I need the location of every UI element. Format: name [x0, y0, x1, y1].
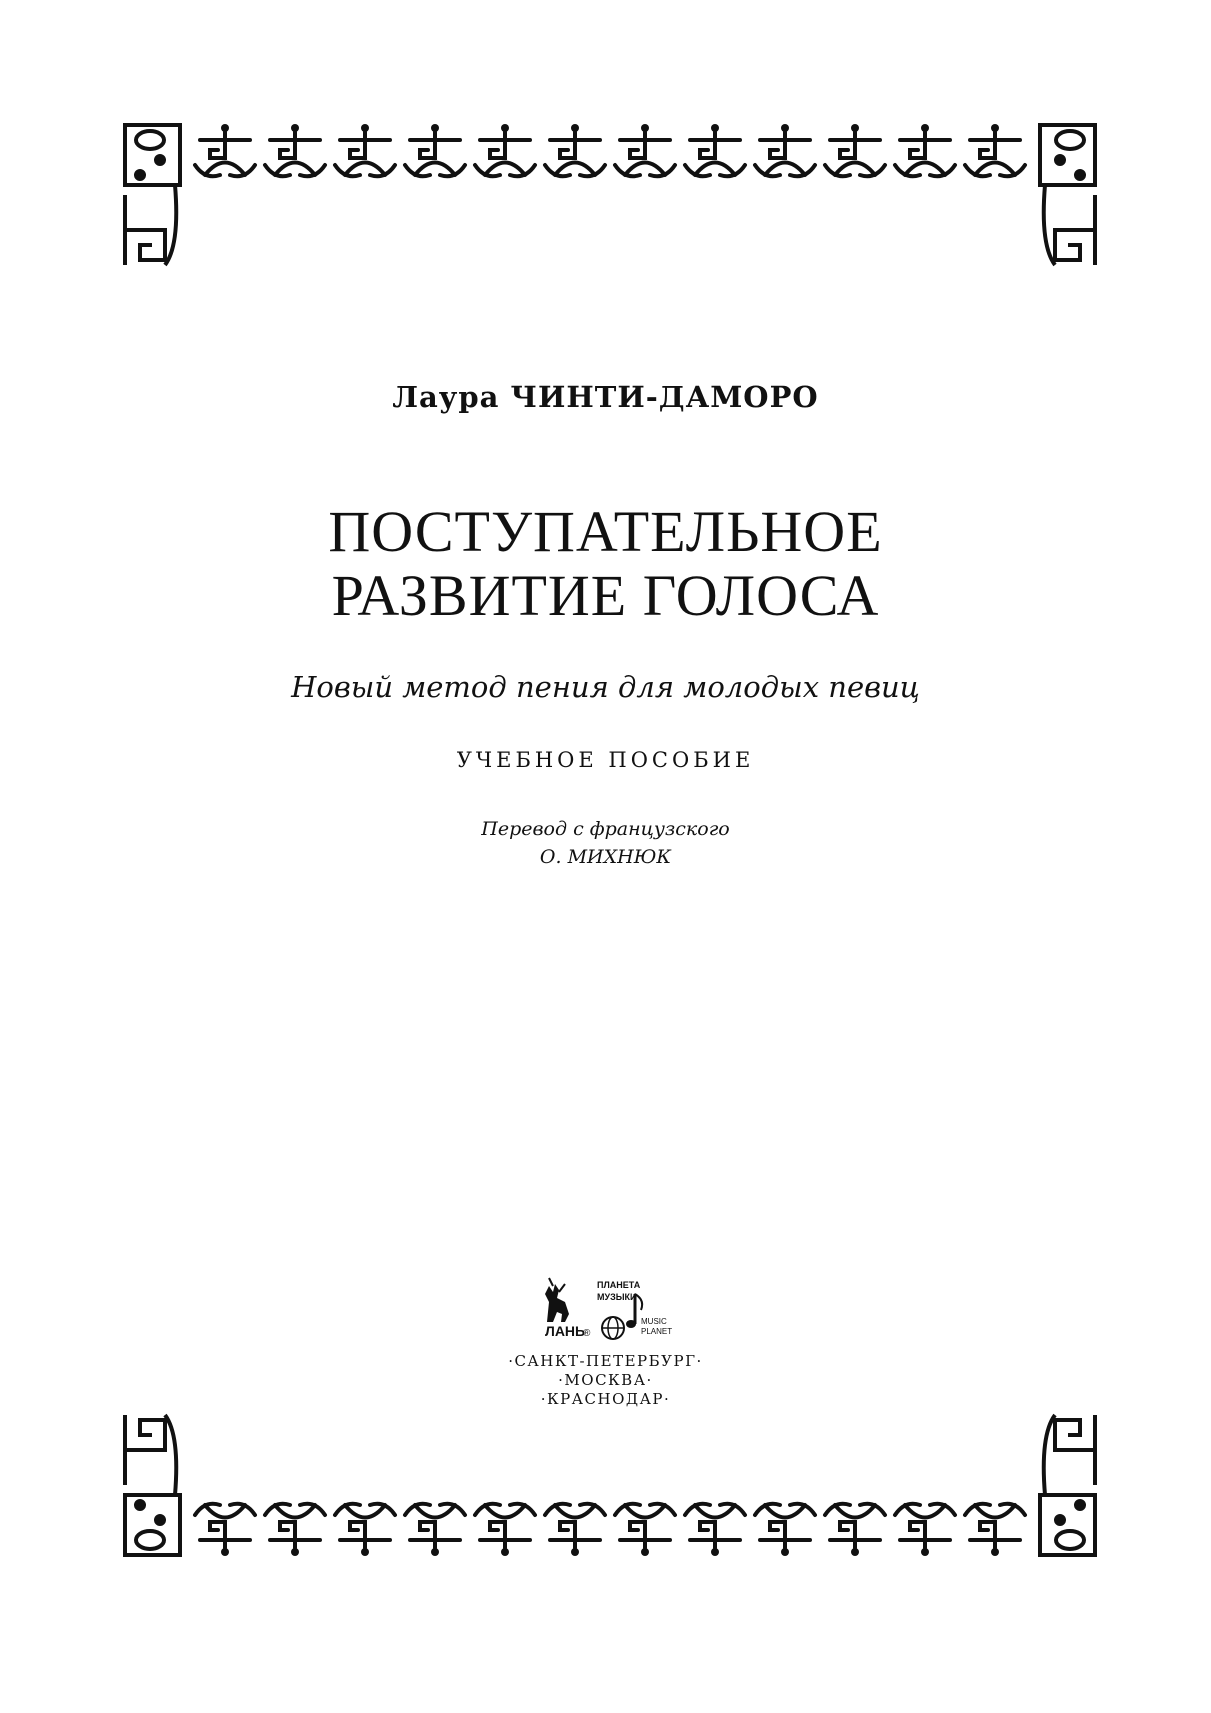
- music-line-1: MUSIC: [641, 1317, 667, 1326]
- city-saint-petersburg: ·САНКТ-ПЕТЕРБУРГ·: [508, 1352, 703, 1370]
- publisher-cities: [0, 1352, 1211, 1409]
- title-line-1: ПОСТУПАТЕЛЬНОЕ: [328, 499, 883, 564]
- author-name: Лаура ЧИНТИ-ДАМОРО: [392, 380, 819, 414]
- translator-name: О. МИХНЮК: [539, 846, 672, 868]
- brand-text: ЛАНЬ: [545, 1323, 586, 1339]
- book-title: [0, 500, 1211, 628]
- registered-mark: ®: [583, 1328, 591, 1339]
- edition-type: УЧЕБНОЕ ПОСОБИЕ: [456, 748, 755, 772]
- translation-credit: [0, 815, 1211, 871]
- ornamental-border-top-icon: [120, 120, 1100, 270]
- city-moscow: ·МОСКВА·: [558, 1371, 653, 1389]
- title-line-2: РАЗВИТИЕ ГОЛОСА: [331, 563, 880, 628]
- ornamental-border-bottom-icon: [120, 1410, 1100, 1560]
- music-line-2: PLANET: [641, 1327, 673, 1336]
- translation-label: Перевод с французского: [481, 818, 730, 840]
- book-subtitle: Новый метод пения для молодых певиц: [291, 670, 920, 704]
- planet-line-1: ПЛАНЕТА: [597, 1280, 641, 1290]
- deer-publisher-logo-icon: [535, 1272, 680, 1350]
- planet-line-2: МУЗЫКИ: [597, 1292, 637, 1302]
- city-krasnodar: ·КРАСНОДАР·: [540, 1390, 671, 1408]
